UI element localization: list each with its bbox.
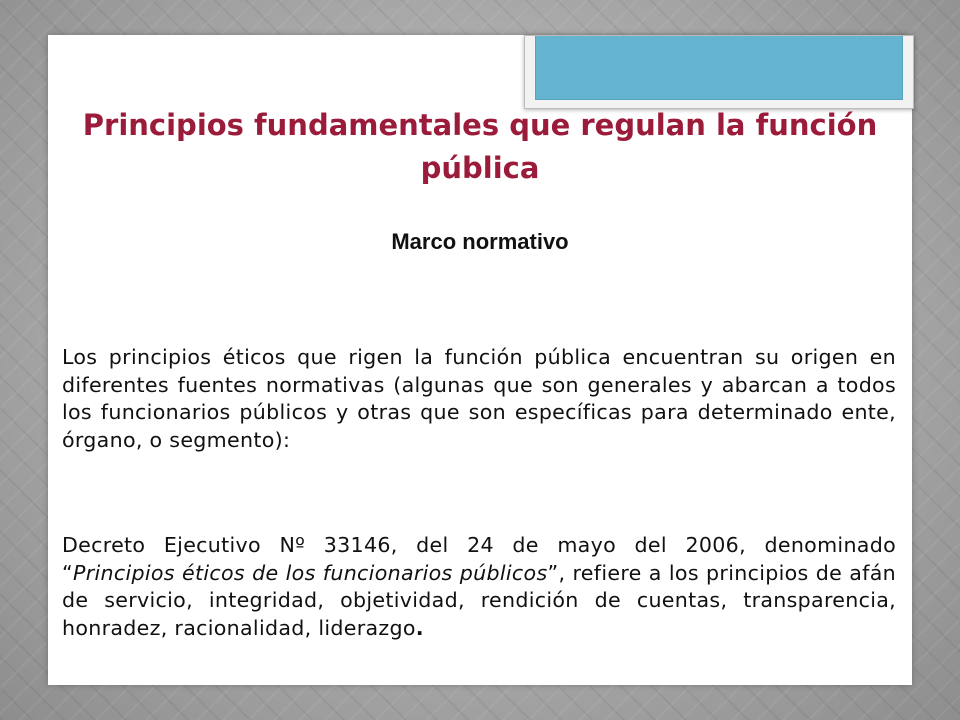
slide-title: Principios fundamentales que regulan la función pública <box>82 108 878 185</box>
accent-tab-fill <box>535 36 903 100</box>
slide-subtitle: Marco normativo <box>391 229 569 254</box>
decree-quoted-title: Principios éticos de los funcionarios públicos <box>72 560 548 585</box>
paragraph-decree <box>62 532 896 642</box>
decree-lead-text: Decreto Ejecutivo Nº 33146, del 24 de mayo del 2006, denominado “ <box>62 533 896 585</box>
accent-tab <box>524 35 914 109</box>
paragraph-intro: Los principios éticos que rigen la función pública encuentran su origen en diferentes fuentes normativas (algunas que son generales y abarcan a todos los funcionarios públicos y otras que son específicas para determinado ente, órgano, o segmento): <box>62 345 896 452</box>
slide-panel <box>48 35 912 685</box>
decree-principles-text: ”, refiere a los principios de afán de servicio, integridad, objetividad, rendición de cuentas, transparencia, honradez, racionalidad, liderazgo <box>62 560 897 640</box>
decree-final-period: . <box>415 615 424 640</box>
